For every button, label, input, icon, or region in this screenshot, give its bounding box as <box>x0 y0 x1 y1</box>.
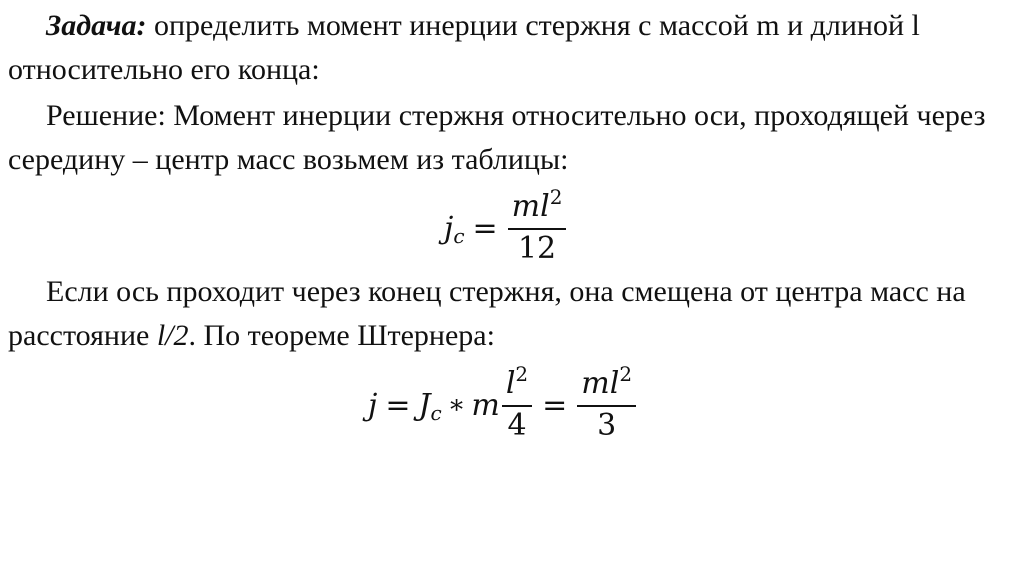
solution-text: Решение: Момент инерции стержня относительно оси, проходящей через середину – центр масс возьмем из таблицы: <box>8 99 986 176</box>
formula2-fraction2-denominator: 3 <box>597 408 617 443</box>
axis-shift-paragraph <box>8 270 1008 358</box>
formula1-lhs: j <box>444 210 454 246</box>
formula2-fraction2-numerator <box>577 362 636 407</box>
formula2-fraction2-exponent: 2 <box>619 362 633 386</box>
formula1-numerator-exponent: 2 <box>549 185 563 209</box>
formula2-term-subscript: c <box>430 401 442 425</box>
task-label: Задача: <box>46 9 147 42</box>
formula2-fraction1-numerator <box>502 362 532 407</box>
task-paragraph <box>8 4 1008 92</box>
formula1-fraction <box>508 185 567 266</box>
formula2-fraction1-exponent: 2 <box>515 362 529 386</box>
formula2-term: J <box>418 387 431 423</box>
formula2-fraction1-numerator-text: l <box>505 366 516 401</box>
formula1-denominator: 12 <box>517 231 557 266</box>
formula-steiner <box>368 362 638 448</box>
formula2-fraction2 <box>577 362 636 443</box>
axis-shift-text-before: Если ось проходит через конец стержня, она смещена от центра масс на расстояние <box>8 275 966 352</box>
formula2-fraction1 <box>502 362 532 443</box>
formula2-equals2: = <box>542 387 568 423</box>
solution-paragraph <box>8 94 1008 182</box>
formula2-equals: = <box>385 387 411 423</box>
formula2-mass: m <box>471 387 500 423</box>
formula2-fraction2-numerator-text: ml <box>581 366 620 401</box>
formula1-numerator <box>508 185 567 230</box>
formula1-lhs-subscript: c <box>453 224 465 248</box>
axis-shift-text-after: . По теореме Штернера: <box>188 319 495 352</box>
formula-center-of-mass <box>444 185 568 268</box>
formula2-lhs: j <box>368 387 378 423</box>
task-text: определить момент инерции стержня с массой m и длиной l относительно его конца: <box>8 9 920 86</box>
formula2-fraction1-denominator: 4 <box>507 408 527 443</box>
axis-shift-distance: l/2 <box>156 319 189 352</box>
formula1-numerator-text: ml <box>511 189 550 224</box>
formula2-times: ∗ <box>447 390 466 420</box>
formula1-equals: = <box>472 210 498 246</box>
